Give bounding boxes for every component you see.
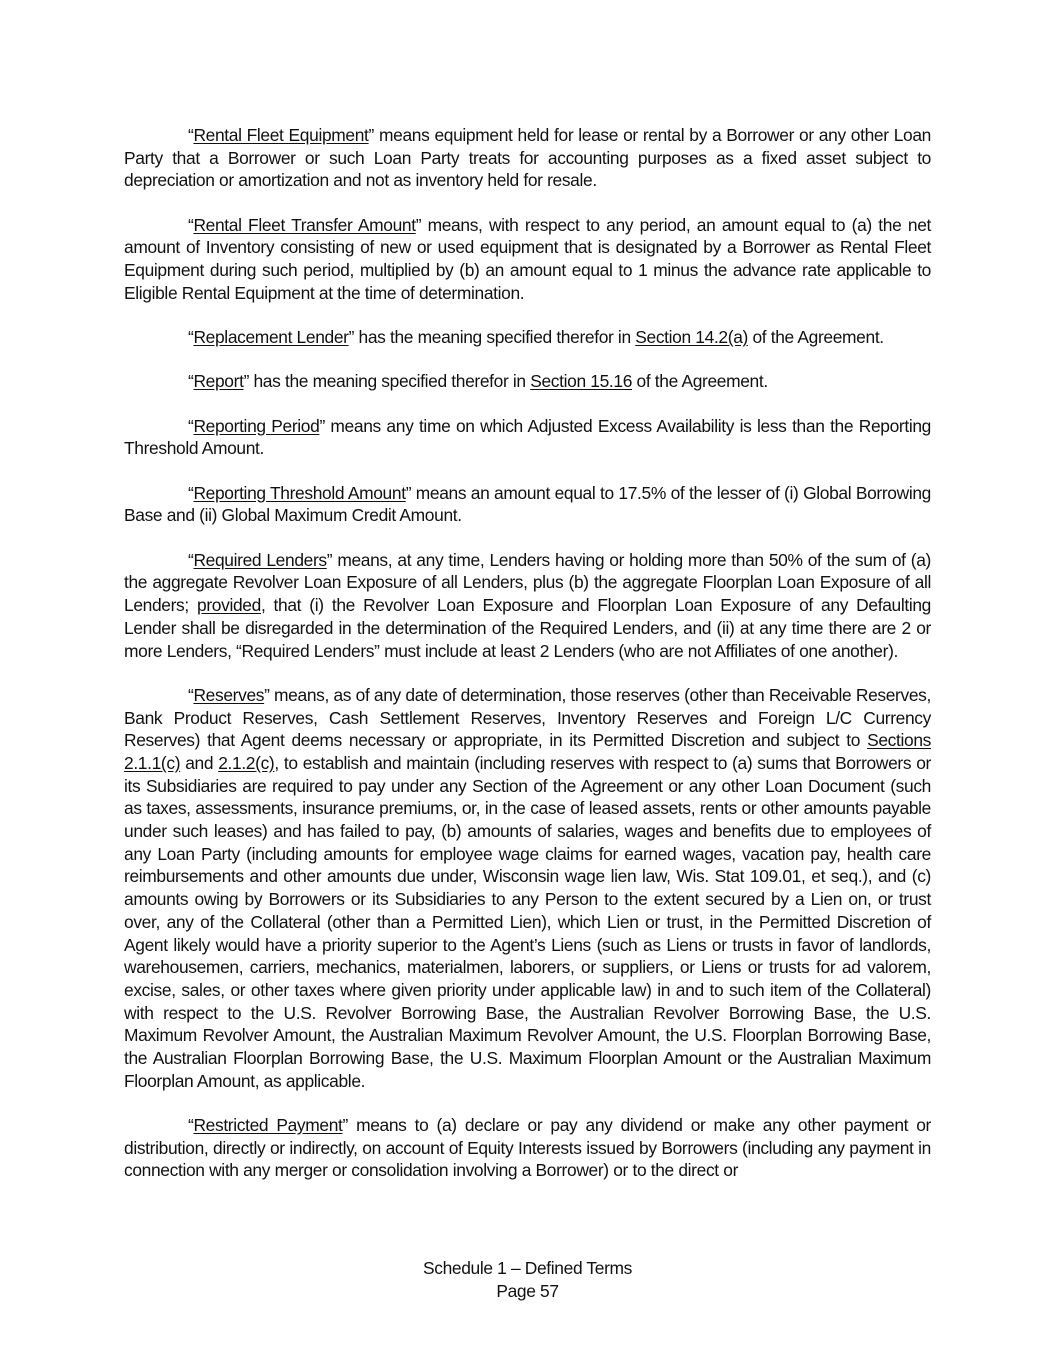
definition-rental-fleet-equipment: “Rental Fleet Equipment” means equipment held for lease or rental by a Borrower or any other Loan Party that a Borrower or such Loan Party treats for accounting purposes as a fixed asset subject to depreciation or amortization and not as inventory held for resale. <box>124 125 931 191</box>
defined-term: Reporting Period <box>193 415 320 436</box>
definition-restricted-payment: “Restricted Payment” means to (a) declare or pay any dividend or make any other payment or distribution, directly or indirectly, on account of Equity Interests issued by Borrowers (including any payment in connection with any merger or consolidation involving a Borrower) or to the direct or <box>124 1115 931 1181</box>
definition-text: ” means, as of any date of determination, those reserves (other than Receivable Reserves, Bank Product Reserves, Cash Settlement Reserves, Inventory Reserves and Foreign L/C Currency Reserves) that Agent deems necessary or appropriate, in its Permitted Discretion and subject to <box>124 684 931 751</box>
defined-term: Replacement Lender <box>193 327 349 348</box>
section-reference: Section 15.16 <box>530 371 633 392</box>
definition-reporting-threshold-amount: “Reporting Threshold Amount” means an amount equal to 17.5% of the lesser of (i) Global Borrowing Base and (ii) Global Maximum Credit Amount. <box>124 482 931 526</box>
definition-text: of the Agreement. <box>632 371 768 392</box>
defined-term: Reporting Threshold Amount <box>193 482 406 503</box>
definition-text: , to establish and maintain (including reserves with respect to (a) sums that Borrowers or its Subsidiaries are required to pay under any Section of the Agreement or any other Loan Document (such as taxes, assessments, insurance premiums, or, in the case of leased assets, rents or other amounts payable under such leases) and has failed to pay, (b) amounts of salaries, wages and benefits due to employees of any Loan Party (including amounts for employee wage claims for earned wages, vacation pay, health care reimbursements and other amounts due under, Wisconsin wage lien law, Wis. Stat 109.01, et seq.), and (c) amounts owing by Borrowers or its Subsidiaries to any Person to the extent secured by a Lien on, or trust over, any of the Collateral (other than a Permitted Lien), which Lien or trust, in the Permitted Discretion of Agent likely would have a priority superior to the Agent’s Liens (such as Liens or trusts in favor of landlords, warehousemen, carriers, mechanics, materialmen, laborers, or suppliers, or Liens or trusts for ad valorem, excise, sales, or other taxes where given priority under applicable law) in and to such item of the Collateral) with respect to the U.S. Revolver Borrowing Base, the Australian Revolver Borrowing Base, the U.S. Maximum Revolver Amount, the Australian Maximum Revolver Amount, the U.S. Floorplan Borrowing Base, the Australian Floorplan Borrowing Base, the U.S. Maximum Floorplan Amount or the Australian Maximum Floorplan Amount, as applicable. <box>124 752 931 1091</box>
definition-reserves: “Reserves” means, as of any date of determination, those reserves (other than Receivable Reserves, Bank Product Reserves, Cash Settlement Reserves, Inventory Reserves and Foreign L/C Currency Reserves) that Agent deems necessary or appropriate, in its Permitted Discretion and subject to Sections 2.1.1(c) and 2.1.2(c), to establish and maintain (including reserves with respect to (a) sums that Borrowers or its Subsidiaries are required to pay under any Section of the Agreement or any other Loan Document (such as taxes, assessments, insurance premiums, or, in the case of leased assets, rents or other amounts payable under such leases) and has failed to pay, (b) amounts of salaries, wages and benefits due to employees of any Loan Party (including amounts for employee wage claims for earned wages, vacation pay, health care reimbursements and other amounts due under, Wisconsin wage lien law, Wis. Stat 109.01, et seq.), and (c) amounts owing by Borrowers or its Subsidiaries to any Person to the extent secured by a Lien on, or trust over, any of the Collateral (other than a Permitted Lien), which Lien or trust, in the Permitted Discretion of Agent likely would have a priority superior to the Agent’s Liens (such as Liens or trusts in favor of landlords, warehousemen, carriers, mechanics, materialmen, laborers, or suppliers, or Liens or trusts for ad valorem, excise, sales, or other taxes where given priority under applicable law) in and to such item of the Collateral) with respect to the U.S. Revolver Borrowing Base, the Australian Revolver Borrowing Base, the U.S. Maximum Revolver Amount, the Australian Maximum Revolver Amount, the U.S. Floorplan Borrowing Base, the Australian Floorplan Borrowing Base, the U.S. Maximum Floorplan Amount or the Australian Maximum Floorplan Amount, as applicable. <box>124 684 931 1091</box>
definition-report: “Report” has the meaning specified therefor in Section 15.16 of the Agreement. <box>188 371 768 392</box>
section-reference: Sections 2.1.1(c) <box>124 730 931 773</box>
definition-text: ” means to (a) declare or pay any dividend or make any other payment or distribution, directly or indirectly, on account of Equity Interests issued by Borrowers (including any payment in connection with any merger or consolidation involving a Borrower) or to the direct or <box>124 1115 931 1181</box>
page-footer <box>0 1257 1055 1303</box>
section-reference: 2.1.2(c) <box>218 752 275 773</box>
provided-term: provided <box>197 595 261 616</box>
defined-term: Rental Fleet Equipment <box>193 125 369 145</box>
definition-replacement-lender: “Replacement Lender” has the meaning specified therefor in Section 14.2(a) of the Agreement. <box>188 327 884 348</box>
definition-text: ” means, at any time, Lenders having or holding more than 50% of the sum of (a) the aggregate Revolver Loan Exposure of all Lenders, plus (b) the aggregate Floorplan Loan Exposure of all Lenders; <box>124 549 931 616</box>
defined-term: Rental Fleet Transfer Amount <box>193 214 416 235</box>
section-reference: Section 14.2(a) <box>635 327 748 348</box>
definition-required-lenders: “Required Lenders” means, at any time, Lenders having or holding more than 50% of the sum of (a) the aggregate Revolver Loan Exposure of all Lenders, plus (b) the aggregate Floorplan Loan Exposure of all Lenders; provided, that (i) the Revolver Loan Exposure and Floorplan Loan Exposure of any Defaulting Lender shall be disregarded in the determination of the Required Lenders, and (ii) at any time there are 2 or more Lenders, “Required Lenders” must include at least 2 Lenders (who are not Affiliates of one another). <box>124 549 931 661</box>
definition-text: ” means, with respect to any period, an amount equal to (a) the net amount of Inventory consisting of new or used equipment that is designated by a Borrower as Rental Fleet Equipment during such period, multiplied by (b) an amount equal to 1 minus the advance rate applicable to Eligible Rental Equipment at the time of determination. <box>124 214 931 303</box>
footer-page-number: Page 57 <box>496 1281 559 1301</box>
definition-text: ” means equipment held for lease or rental by a Borrower or any other Loan Party that a Borrower or such Loan Party treats for accounting purposes as a fixed asset subject to depreciation or amortization and not as inventory held for resale. <box>124 125 931 191</box>
document-body <box>124 124 931 1204</box>
defined-term: Required Lenders <box>193 549 327 570</box>
definition-text: ” means an amount equal to 17.5% of the lesser of (i) Global Borrowing Base and (ii) Global Maximum Credit Amount. <box>124 482 931 526</box>
definition-text: and <box>180 752 219 773</box>
footer-schedule-title: Schedule 1 – Defined Terms <box>422 1258 633 1278</box>
definition-rental-fleet-transfer-amount: “Rental Fleet Transfer Amount” means, with respect to any period, an amount equal to (a) the net amount of Inventory consisting of new or used equipment that is designated by a Borrower as Rental Fleet Equipment during such period, multiplied by (b) an amount equal to 1 minus the advance rate applicable to Eligible Rental Equipment at the time of determination. <box>124 214 931 303</box>
definition-text: , that (i) the Revolver Loan Exposure and Floorplan Loan Exposure of any Defaulting Lender shall be disregarded in the determination of the Required Lenders, and (ii) at any time there are 2 or more Lenders, “Required Lenders” must include at least 2 Lenders (who are not Affiliates of one another). <box>124 595 931 661</box>
defined-term: Report <box>193 371 244 392</box>
definition-text: ” has the meaning specified therefor in <box>243 371 531 392</box>
definition-text: ” has the meaning specified therefor in <box>348 327 636 348</box>
definition-text: ” means any time on which Adjusted Excess Availability is less than the Reporting Threshold Amount. <box>124 415 931 459</box>
defined-term: Reserves <box>193 684 265 705</box>
defined-term: Restricted Payment <box>193 1115 343 1136</box>
definition-reporting-period: “Reporting Period” means any time on which Adjusted Excess Availability is less than the Reporting Threshold Amount. <box>124 415 931 459</box>
definition-text: of the Agreement. <box>747 327 884 348</box>
